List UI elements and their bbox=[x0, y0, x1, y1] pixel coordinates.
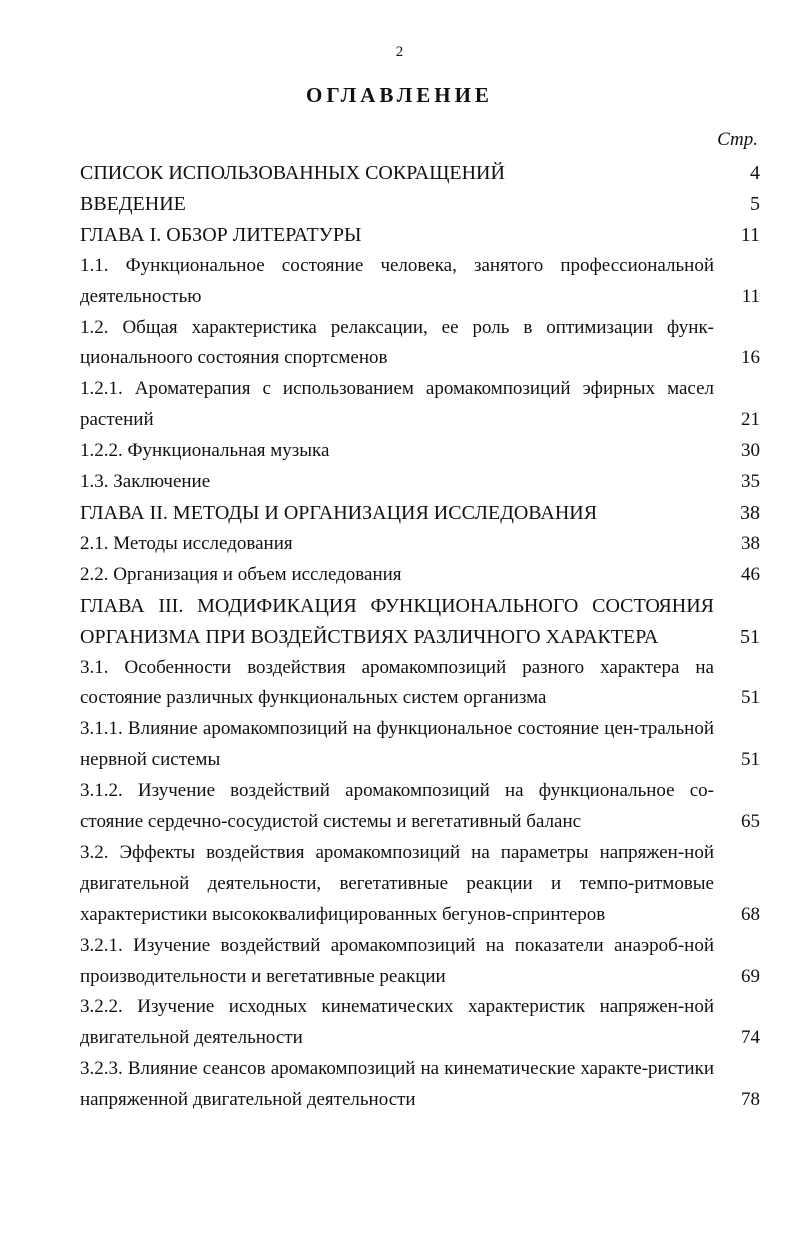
toc-entry-page: 5 bbox=[750, 192, 760, 215]
toc-entry bbox=[80, 776, 760, 838]
page-column-label: Стр. bbox=[717, 129, 758, 150]
toc-entry-page: 16 bbox=[741, 347, 760, 369]
toc-entry-page: 69 bbox=[741, 965, 760, 987]
toc-entry-page: 51 bbox=[741, 749, 760, 771]
page-number: 2 bbox=[395, 44, 404, 60]
toc-entry-page: 11 bbox=[741, 285, 760, 307]
toc-entry bbox=[80, 436, 760, 467]
toc-entry-page: 74 bbox=[741, 1027, 760, 1049]
toc-entry-page: 65 bbox=[741, 811, 760, 833]
toc-entry bbox=[80, 467, 760, 498]
toc-entry bbox=[80, 838, 760, 931]
toc-entry-text: 2.2. Организация и объем исследования bbox=[80, 563, 402, 585]
toc-entry-text: 3.2. Эффекты воздействия аромакомпозиций на параметры напряжен-ной двигательной деятельности, вегетативные реакции и темпо-ритмовые характеристики высококвалифицированных бегунов-спринтеров bbox=[80, 841, 714, 925]
table-of-contents bbox=[80, 158, 760, 1116]
toc-entry-page: 51 bbox=[740, 625, 760, 648]
toc-entry-page: 38 bbox=[740, 501, 760, 524]
toc-entry-page: 35 bbox=[741, 471, 760, 493]
toc-entry bbox=[80, 158, 760, 189]
toc-entry bbox=[80, 529, 760, 560]
toc-entry-text: 1.2.1. Ароматерапия с использованием аромакомпозиций эфирных масел растений bbox=[80, 378, 714, 431]
toc-entry bbox=[80, 251, 760, 313]
toc-entry-text: 3.2.3. Влияние сеансов аромакомпозиций на кинематические характе-ристики напряженной двигательной деятельности bbox=[80, 1058, 714, 1111]
toc-entry-page: 4 bbox=[750, 162, 760, 184]
toc-entry bbox=[80, 189, 760, 220]
toc-entry-text: ГЛАВА I. ОБЗОР ЛИТЕРАТУРЫ bbox=[80, 223, 362, 246]
toc-entry-page: 30 bbox=[741, 440, 760, 462]
toc-entry-page: 11 bbox=[740, 223, 760, 246]
page-title: ОГЛАВЛЕНИЕ bbox=[306, 83, 493, 107]
toc-entry-text: 1.2.2. Функциональная музыка bbox=[80, 440, 330, 462]
toc-entry-text: 2.1. Методы исследования bbox=[80, 532, 293, 554]
toc-entry-text: 3.1.2. Изучение воздействий аромакомпозиций на функциональное со-стояние сердечно-сосудистой системы и вегетативный баланс bbox=[80, 780, 714, 833]
toc-entry bbox=[80, 714, 760, 776]
toc-entry-text: СПИСОК ИСПОЛЬЗОВАННЫХ СОКРАЩЕНИЙ bbox=[80, 162, 505, 184]
toc-entry-text: 3.2.2. Изучение исходных кинематических характеристик напряжен-ной двигательной деятельности bbox=[80, 996, 714, 1049]
toc-entry-page: 21 bbox=[741, 409, 760, 431]
toc-entry-text: 3.1.1. Влияние аромакомпозиций на функциональное состояние цен-тральной нервной системы bbox=[80, 718, 714, 771]
toc-entry-text: ГЛАВА III. МОДИФИКАЦИЯ ФУНКЦИОНАЛЬНОГО СОСТОЯНИЯ ОРГАНИЗМА ПРИ ВОЗДЕЙСТВИЯХ РАЗЛИЧНОГО ХАРАКТЕРА bbox=[80, 594, 714, 648]
toc-entry-text: 3.1. Особенности воздействия аромакомпозиций разного характера на состояние различных функциональных систем организма bbox=[80, 656, 714, 709]
toc-entry bbox=[80, 992, 760, 1054]
toc-entry bbox=[80, 931, 760, 993]
toc-entry bbox=[80, 1054, 760, 1116]
toc-entry-page: 78 bbox=[741, 1089, 760, 1111]
toc-entry-text: 1.2. Общая характеристика релаксации, ее роль в оптимизации функ-циональноого состояния спортсменов bbox=[80, 316, 714, 369]
toc-entry bbox=[80, 653, 760, 715]
toc-entry bbox=[80, 313, 760, 375]
toc-entry-text: 1.1. Функциональное состояние человека, занятого профессиональной деятельностью bbox=[80, 254, 714, 307]
toc-entry-page: 68 bbox=[741, 903, 760, 925]
toc-entry-text: 1.3. Заключение bbox=[80, 471, 211, 493]
toc-entry bbox=[80, 560, 760, 591]
toc-entry bbox=[80, 498, 760, 529]
toc-entry-text: ВВЕДЕНИЕ bbox=[80, 192, 186, 215]
toc-entry bbox=[80, 591, 760, 653]
toc-entry-page: 51 bbox=[741, 687, 760, 709]
toc-entry-page: 38 bbox=[741, 532, 760, 554]
toc-entry bbox=[80, 374, 760, 436]
toc-entry-text: 3.2.1. Изучение воздействий аромакомпозиций на показатели анаэроб-ной производительности и вегетативные реакции bbox=[80, 934, 714, 987]
toc-entry-text: ГЛАВА II. МЕТОДЫ И ОРГАНИЗАЦИЯ ИССЛЕДОВАНИЯ bbox=[80, 501, 598, 524]
toc-entry bbox=[80, 220, 760, 251]
toc-entry-page: 46 bbox=[741, 563, 760, 585]
